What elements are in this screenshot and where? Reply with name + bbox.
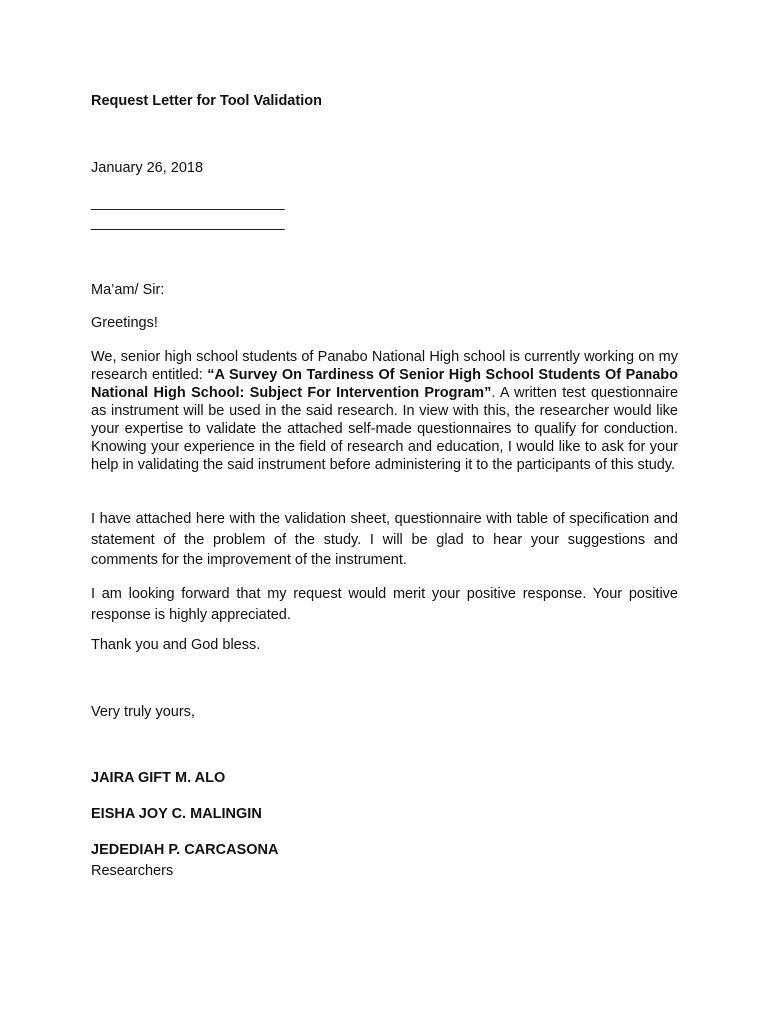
signatory-name: JAIRA GIFT M. ALO — [91, 770, 226, 786]
paragraph-request-intro: We, senior high school students of Panabo National High school is currently working on my research entitled: — [91, 349, 678, 383]
closing-line: Very truly yours, — [91, 704, 195, 720]
signatory-name: EISHA JOY C. MALINGIN — [91, 806, 262, 822]
thanks-line: Thank you and God bless. — [91, 637, 261, 653]
letter-title: Request Letter for Tool Validation — [91, 93, 322, 109]
paragraph-request — [91, 348, 678, 474]
paragraph-response: I am looking forward that my request would merit your positive response. Your positive response is highly appreciated. — [91, 586, 678, 623]
signatory-name: JEDEDIAH P. CARCASONA — [91, 842, 279, 858]
letter-date: January 26, 2018 — [91, 160, 204, 176]
salutation: Ma’am/ Sir: — [91, 282, 165, 298]
signatory-role: Researchers — [91, 863, 174, 879]
paragraph-attachments: I have attached here with the validation sheet, questionnaire with table of specification and statement of the problem of the study. I will be glad to hear your suggestions and comments for the improvement of the instrument. — [91, 511, 678, 568]
recipient-blank-line-1: ________________________ — [91, 195, 285, 211]
study-title: “A Survey On Tardiness Of Senior High School Students Of Panabo National High School: Subject For Intervention Program” — [91, 367, 678, 401]
greeting: Greetings! — [91, 315, 158, 331]
recipient-blank-line-2: ________________________ — [91, 215, 285, 231]
paragraph-request-body: . A written test questionnaire as instrument will be used in the said research. In view with this, the researcher would like your expertise to validate the attached self-made questionnaires to qualify for conduction. Knowing your experience in the field of research and education, I would like to ask for your help in validating the said instrument before administering it to the participants of this study. — [91, 385, 679, 473]
